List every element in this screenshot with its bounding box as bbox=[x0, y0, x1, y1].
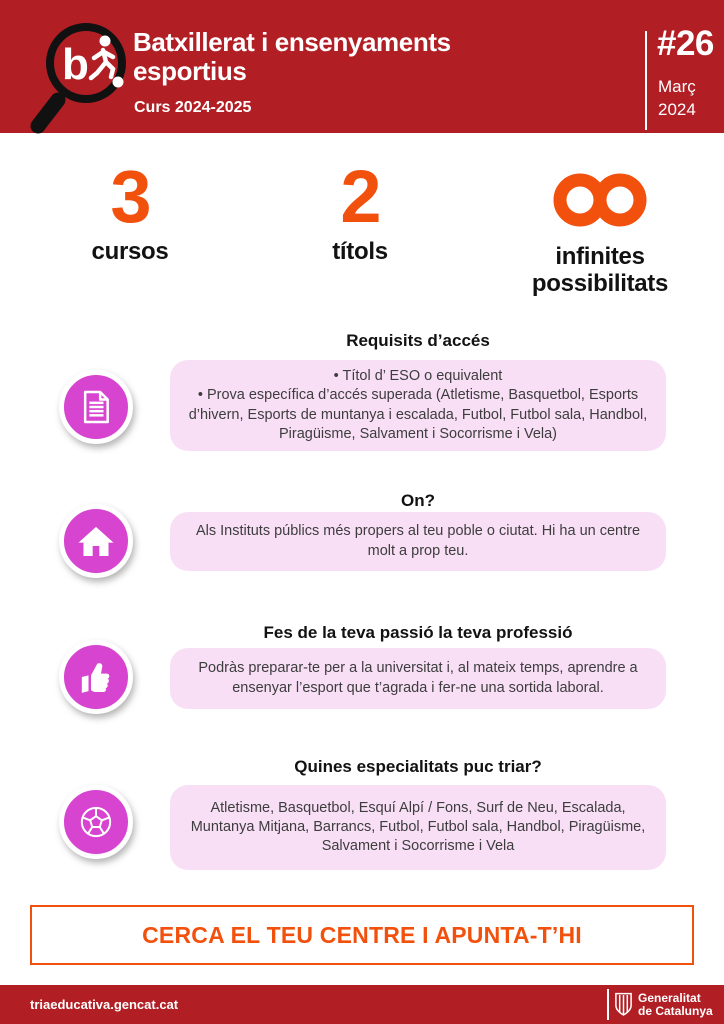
issue-month: Març bbox=[658, 77, 696, 96]
passion-badge bbox=[59, 640, 133, 714]
brand-line-1: Generalitat bbox=[638, 991, 701, 1005]
stat-courses-label: cursos bbox=[91, 238, 169, 265]
passion-text: Podràs preparar-te per a la universitat i, al mateix temps, aprendre a ensenyar l’esport que t’agrada i fer-ne una sortida laboral. bbox=[198, 660, 638, 696]
footer-url-link[interactable]: triaeducativa.gencat.cat bbox=[30, 997, 179, 1012]
section-title-passion: Fes de la teva passió la teva professió bbox=[263, 623, 573, 642]
header-divider bbox=[645, 31, 647, 130]
specialities-badge bbox=[59, 785, 133, 859]
where-text: Als Instituts públics més propers al teu poble o ciutat. Hi ha un centre molt a prop teu. bbox=[195, 523, 641, 559]
svg-text:b: b bbox=[62, 40, 89, 89]
where-badge bbox=[59, 504, 133, 578]
document-icon bbox=[76, 387, 116, 427]
requirements-box bbox=[170, 360, 666, 451]
section-title-specialities: Quines especialitats puc triar? bbox=[294, 757, 542, 776]
where-box bbox=[170, 512, 666, 571]
section-title-where: On? bbox=[401, 491, 435, 510]
home-icon bbox=[76, 521, 116, 561]
issue-number: #26 bbox=[657, 24, 714, 63]
requirement-item: • Prova específica d’accés superada (Atletisme, Basquetbol, Esports d’hivern, Esports de muntanya i escalada, Futbol, Futbol sala, Handbol, Piragüisme, Salvament i Socorrisme i Vela) bbox=[188, 387, 648, 442]
section-title-requirements: Requisits d’accés bbox=[346, 331, 490, 350]
stat-titles bbox=[268, 155, 452, 266]
stat-courses bbox=[38, 155, 222, 266]
course-year-subtitle: Curs 2024-2025 bbox=[134, 99, 252, 116]
issue-date bbox=[658, 76, 696, 122]
stat-titles-value: 2 bbox=[340, 155, 380, 238]
magnifier-sports-logo-icon bbox=[28, 6, 138, 134]
generalitat-brand bbox=[638, 992, 713, 1018]
footer-divider bbox=[607, 989, 609, 1020]
senyera-shield-icon bbox=[614, 992, 633, 1017]
football-icon bbox=[76, 802, 116, 842]
thumbs-up-icon bbox=[76, 657, 116, 697]
stat-possibilities bbox=[502, 158, 698, 298]
brand-line-2: de Catalunya bbox=[638, 1004, 713, 1019]
infinity-icon bbox=[547, 168, 653, 232]
specialities-text: Atletisme, Basquetbol, Esquí Alpí / Fons, Surf de Neu, Escalada, Muntanya Mitjana, Barrancs, Futbol, Futbol sala, Handbol, Piragüisme, Salvament i Socorrisme i Vela bbox=[190, 799, 646, 855]
issue-year: 2024 bbox=[658, 99, 696, 119]
specialities-box bbox=[170, 785, 666, 870]
stat-possibilities-label: infinites possibilitats bbox=[531, 243, 669, 297]
find-centre-cta-button[interactable]: CERCA EL TEU CENTRE I APUNTA-T’HI bbox=[30, 905, 694, 965]
footer-bar bbox=[0, 985, 724, 1024]
header-banner bbox=[0, 0, 724, 133]
page-title: Batxillerat i ensenyaments esportius bbox=[133, 27, 451, 87]
requirement-item: • Títol d’ ESO o equivalent bbox=[333, 367, 503, 384]
stat-titles-label: títols bbox=[332, 238, 388, 265]
requirements-badge bbox=[59, 370, 133, 444]
stat-courses-value: 3 bbox=[110, 155, 150, 238]
passion-box bbox=[170, 648, 666, 709]
